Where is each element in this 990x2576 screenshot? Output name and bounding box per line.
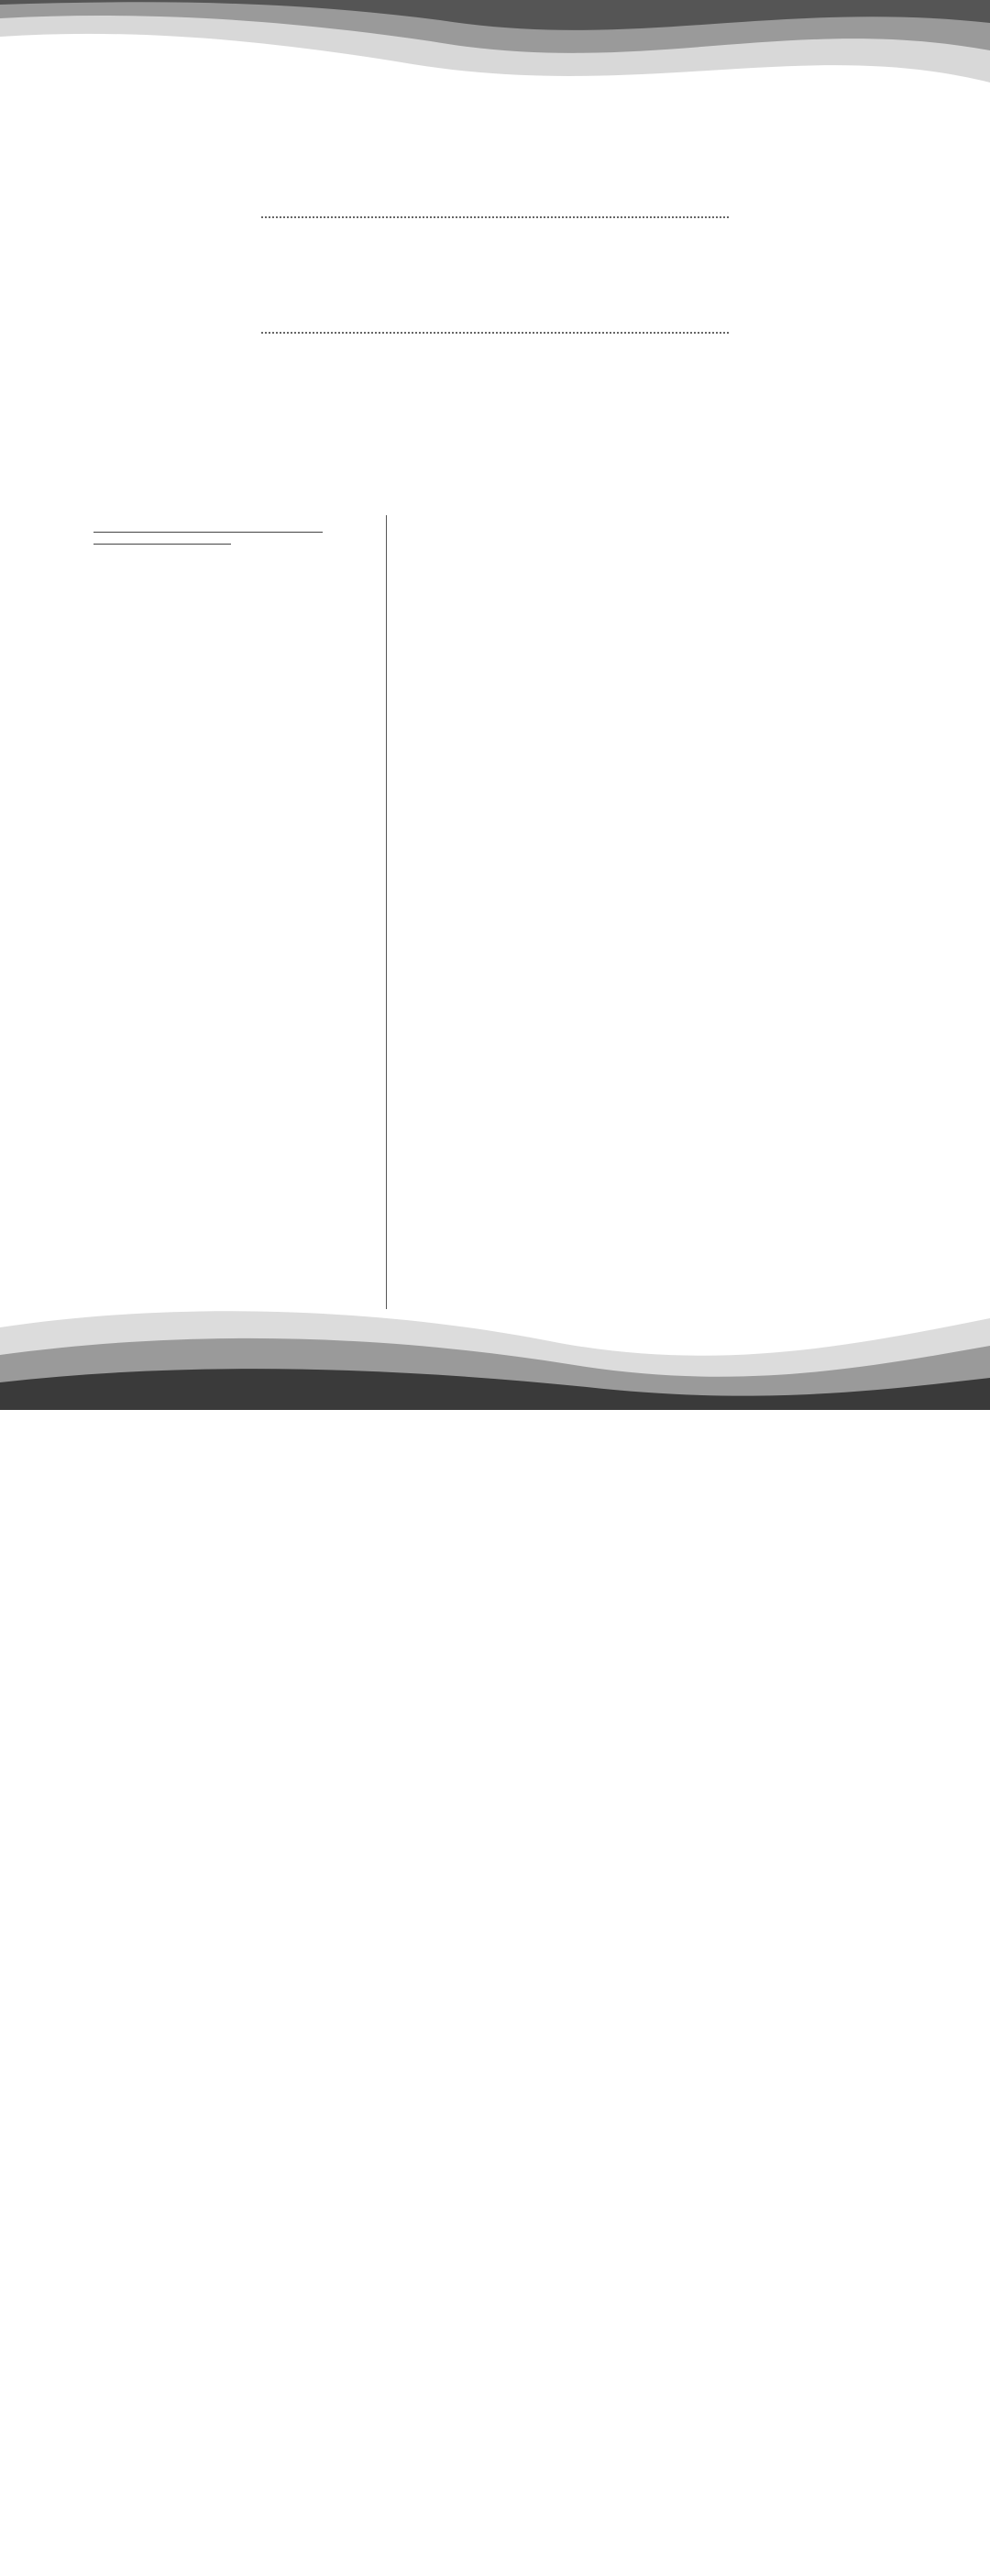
divider <box>94 532 323 533</box>
top-wave-decoration <box>0 0 990 101</box>
column-divider <box>386 515 387 1309</box>
price <box>94 544 231 545</box>
divider <box>261 216 729 218</box>
tagline <box>0 154 990 174</box>
divider <box>261 332 729 334</box>
middle-wave-decoration <box>0 1291 990 1410</box>
masthead-column <box>94 524 396 545</box>
